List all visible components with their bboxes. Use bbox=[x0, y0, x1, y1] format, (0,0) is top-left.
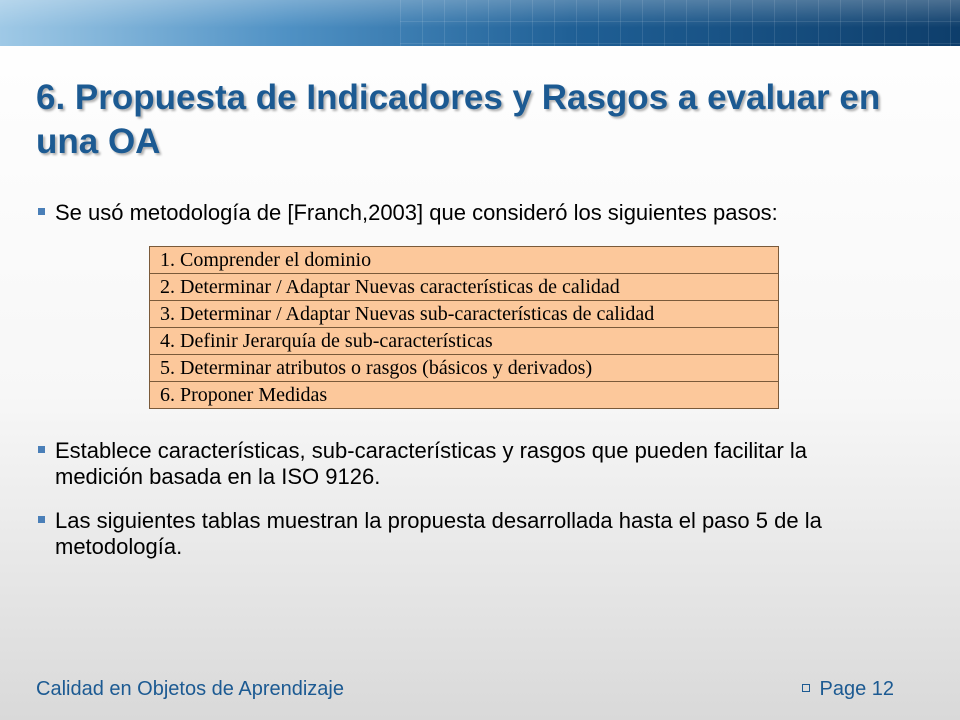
bullet-text-3: Las siguientes tablas muestran la propuesta desarrollada hasta el paso 5 de la metodología. bbox=[55, 508, 822, 559]
step-row-3: 3. Determinar / Adaptar Nuevas sub-características de calidad bbox=[150, 301, 778, 328]
header-banner bbox=[0, 0, 960, 46]
bullet-item-3 bbox=[38, 508, 858, 560]
square-bullet-icon bbox=[38, 446, 45, 453]
square-bullet-icon bbox=[802, 684, 810, 692]
square-bullet-icon bbox=[38, 208, 45, 215]
bullet-text-2: Establece características, sub-características y rasgos que pueden facilitar la medición basada en la ISO 9126. bbox=[55, 438, 808, 489]
step-row-4: 4. Definir Jerarquía de sub-características bbox=[150, 328, 778, 355]
slide-title: 6. Propuesta de Indicadores y Rasgos a evaluar en una OA bbox=[36, 78, 881, 161]
footer-course-title: Calidad en Objetos de Aprendizaje bbox=[36, 678, 344, 700]
step-row-1: 1. Comprender el dominio bbox=[150, 247, 778, 274]
page-number-label: Page 12 bbox=[819, 678, 894, 700]
banner-glow bbox=[0, 0, 960, 46]
footer-page-number bbox=[802, 678, 894, 701]
square-bullet-icon bbox=[38, 516, 45, 523]
step-row-5: 5. Determinar atributos o rasgos (básicos y derivados) bbox=[150, 355, 778, 382]
methodology-steps-table bbox=[149, 246, 779, 409]
step-row-2: 2. Determinar / Adaptar Nuevas características de calidad bbox=[150, 274, 778, 301]
step-row-6: 6. Proponer Medidas bbox=[160, 384, 328, 406]
bullet-text-1: Se usó metodología de [Franch,2003] que consideró los siguientes pasos: bbox=[55, 200, 778, 225]
bullet-item-1 bbox=[38, 200, 858, 226]
bullet-item-2 bbox=[38, 438, 858, 490]
